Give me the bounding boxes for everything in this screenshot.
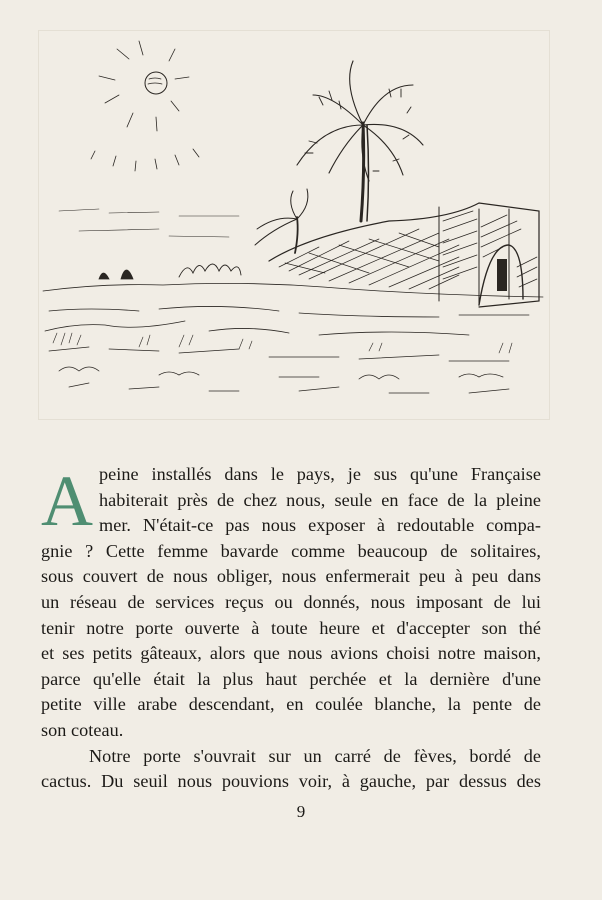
text-line: gnie ? Cette femme bavarde comme beaucoup de solitaires, [41,540,541,561]
text-line: et ses petits gâteaux, alors que nous avions choisi notre maison, [41,643,541,664]
text-line: mer. N'était-ce pas nous exposer à redoutable compa- [99,515,541,536]
desert-palm-landscape-icon [39,31,551,421]
drop-cap-letter: A [41,461,93,541]
text-line: tenir notre porte ouverte à toute heure et d'accepter son thé [41,617,541,638]
text-line: Notre porte s'ouvrait sur un carré de fèves, bordé de [89,745,541,766]
page-number: 9 [296,802,306,821]
text-line: cactus. Du seuil nous pouvions voir, à gauche, par dessus des [41,771,541,792]
text-line: peine installés dans le pays, je sus qu'une Française [99,464,541,484]
etching-plate [38,30,550,420]
text-line: son coteau. [41,719,124,740]
text-line: un réseau de services reçus ou donnés, nous imposant de lui [41,591,541,612]
text-line: parce qu'elle était la plus haut perchée et la dernière d'une [41,668,541,689]
text-line: sous couvert de nous obliger, nous enfermerait peu à peu dans [41,566,541,587]
text-line: petite ville arabe descendant, en coulée blanche, la pente de [41,694,541,715]
text-line: habiterait près de chez nous, seule en face de la pleine [99,489,541,510]
body-paragraph [41,462,541,795]
